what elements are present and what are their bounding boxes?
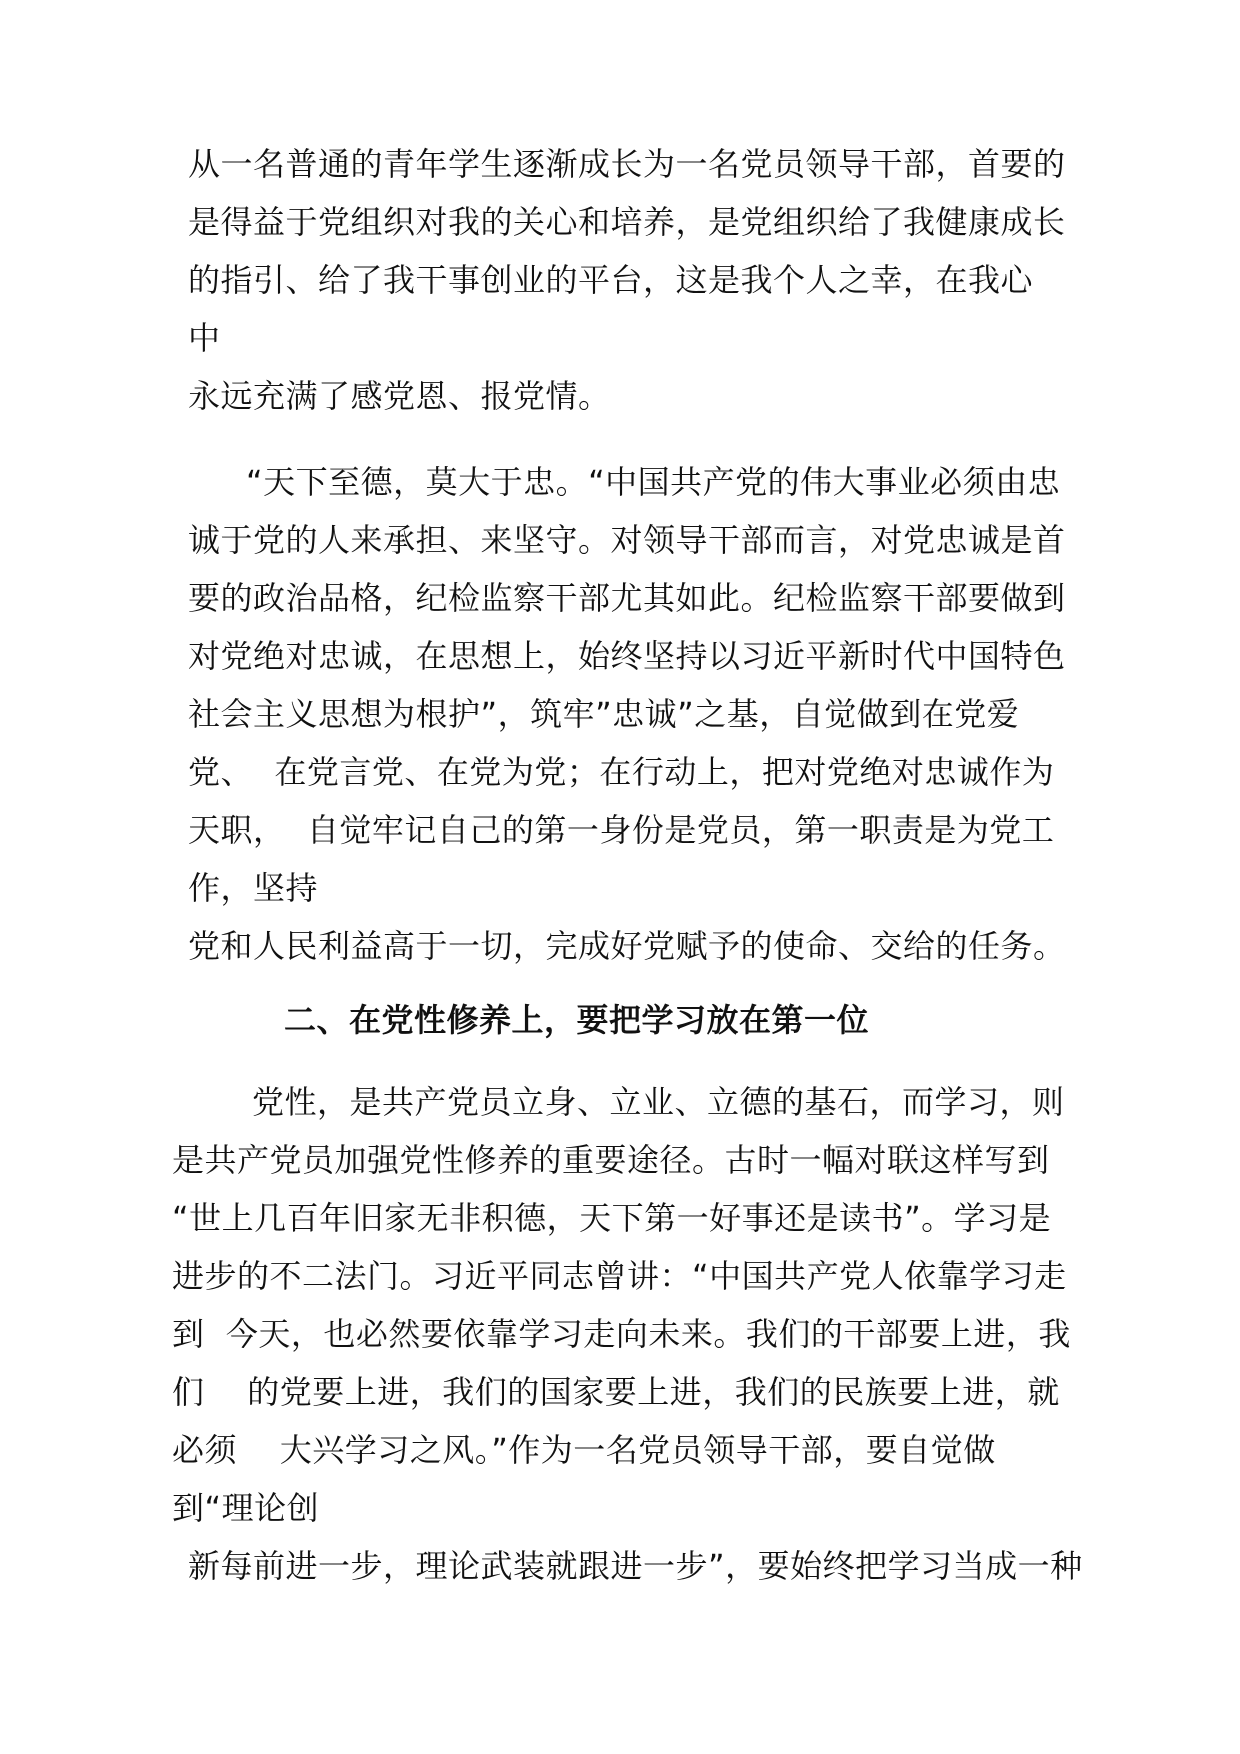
paragraph-line: 是共产党员加强党性修养的重要途径。古时一幅对联这样写到 bbox=[172, 1141, 1050, 1179]
paragraph-line: 对党绝对忠诚，在思想上，始终坚持以习近平新时代中国特色 bbox=[188, 637, 1066, 675]
paragraph-line: 天职， 自觉牢记自己的第一身份是党员，第一职责是为党工 bbox=[188, 811, 1055, 849]
paragraph-line: 必须 大兴学习之风。”作为一名党员领导干部，要自觉做 bbox=[172, 1431, 996, 1469]
paragraph-line: 到“理论创 bbox=[172, 1489, 320, 1527]
paragraph-line: 要的政治品格，纪检监察干部尤其如此。纪检监察干部要做到 bbox=[188, 579, 1066, 617]
paragraph-line: 是得益于党组织对我的关心和培养，是党组织给了我健康成长 bbox=[188, 203, 1066, 241]
paragraph-line: 到 今天，也必然要依靠学习走向未来。我们的干部要上进，我 bbox=[172, 1315, 1071, 1353]
paragraph-line: 诚于党的人来承担、来坚守。对领导干部而言，对党忠诚是首 bbox=[188, 521, 1066, 559]
section-heading: 二、在党性修养上，要把学习放在第一位 bbox=[284, 1001, 870, 1039]
paragraph-line: 党、 在党言党、在党为党；在行动上，把对党绝对忠诚作为 bbox=[188, 753, 1055, 791]
paragraph-line: 社会主义思想为根护”，筑牢”忠诚”之基，自觉做到在党爱 bbox=[188, 695, 1020, 733]
paragraph-line: 们 的党要上进，我们的国家要上进，我们的民族要上进，就 bbox=[172, 1373, 1060, 1411]
paragraph-line: 中 bbox=[188, 319, 221, 357]
paragraph-line: 新每前进一步，理论武装就跟进一步”，要始终把学习当成一种 bbox=[188, 1547, 1083, 1585]
paragraph-line: “世上几百年旧家无非积德，天下第一好事还是读书”。学习是 bbox=[172, 1199, 1052, 1237]
paragraph-line: 从一名普通的青年学生逐渐成长为一名党员领导干部，首要的 bbox=[188, 145, 1066, 183]
paragraph-line: “天下至德，莫大于忠。“中国共产党的伟大事业必须由忠 bbox=[246, 463, 1061, 501]
paragraph-line: 永远充满了感党恩、报党情。 bbox=[188, 377, 611, 415]
paragraph-line: 的指引、给了我干事创业的平台，这是我个人之幸，在我心 bbox=[188, 261, 1034, 299]
paragraph-line: 进步的不二法门。习近平同志曾讲：“中国共产党人依靠学习走 bbox=[172, 1257, 1067, 1295]
paragraph-line: 党和人民利益高于一切，完成好党赋予的使命、交给的任务。 bbox=[188, 927, 1066, 965]
paragraph-line: 作，坚持 bbox=[188, 869, 319, 907]
paragraph-line: 党性，是共产党员立身、立业、立德的基石，而学习，则 bbox=[252, 1083, 1065, 1121]
